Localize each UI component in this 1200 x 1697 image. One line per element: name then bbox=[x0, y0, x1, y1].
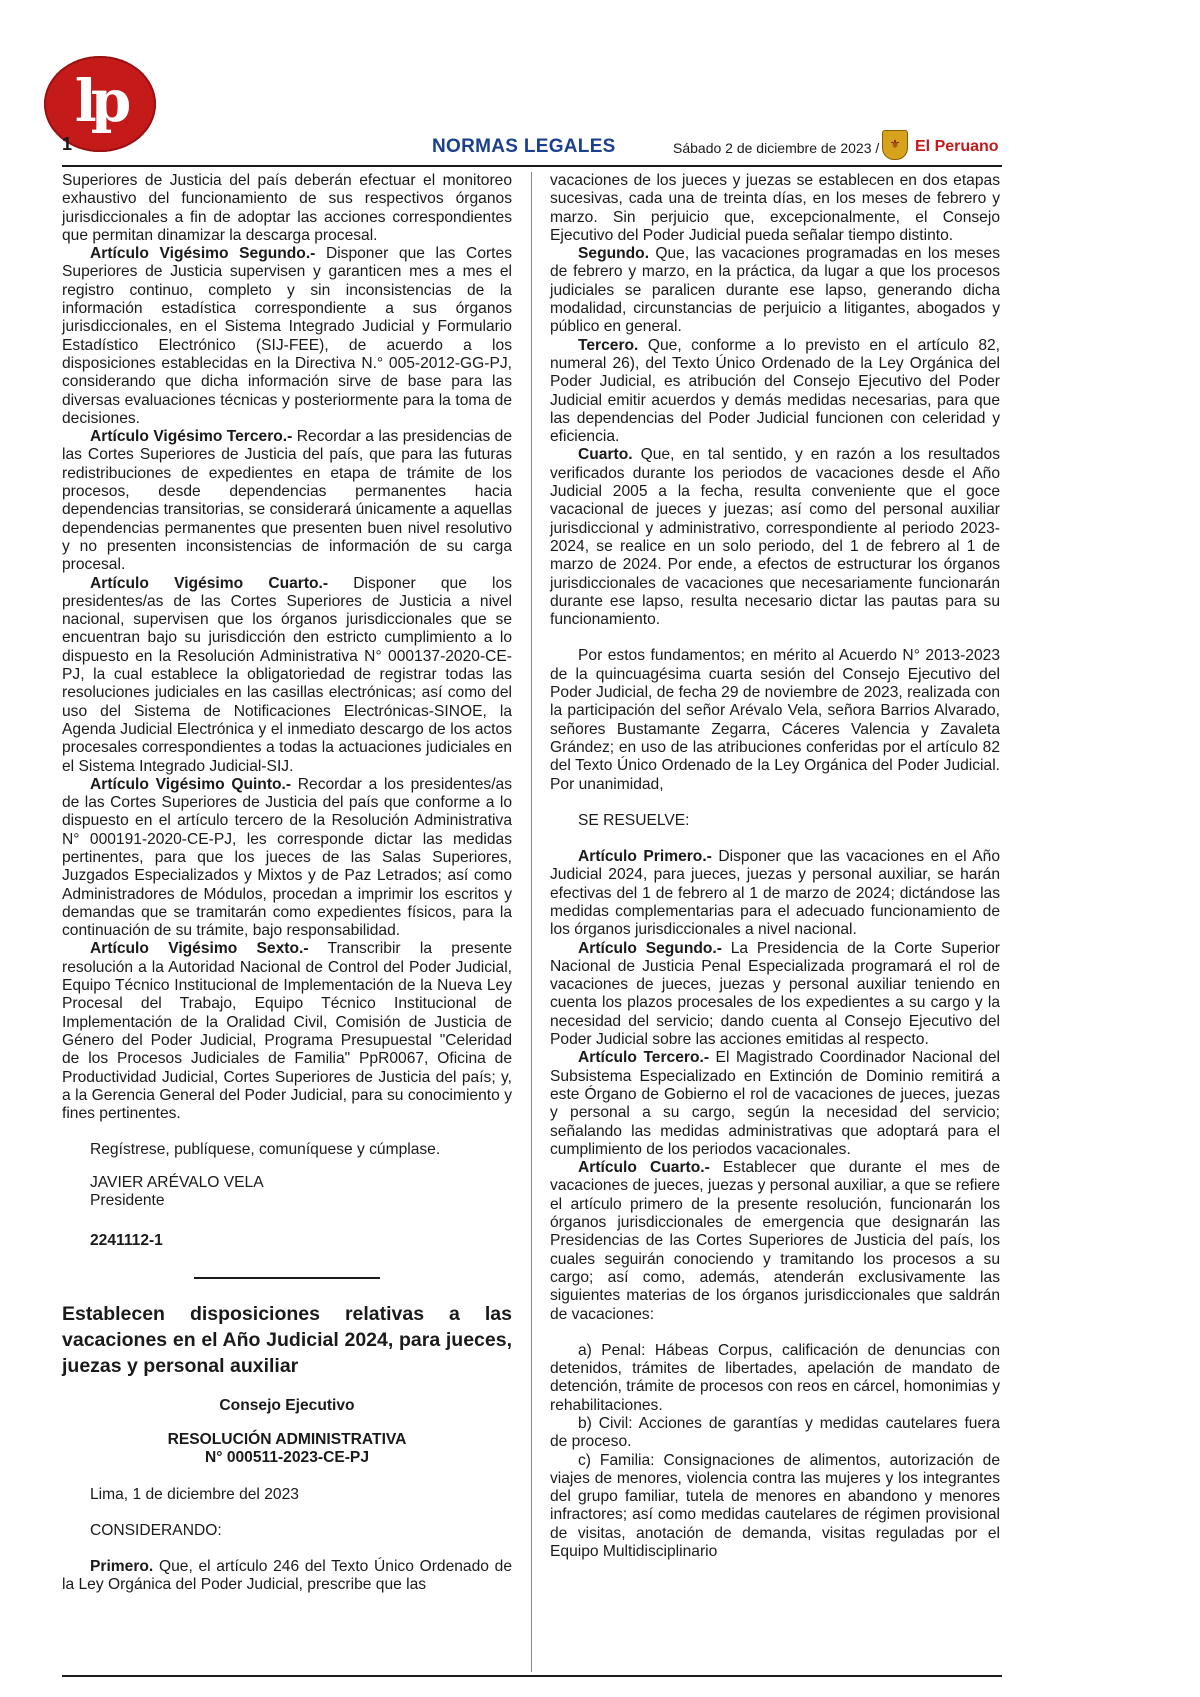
article-heading: Artículo Vigésimo Quinto.- bbox=[90, 775, 292, 793]
place-date: Lima, 1 de diciembre del 2023 bbox=[90, 1485, 299, 1503]
article-heading: Artículo Vigésimo Tercero.- bbox=[90, 428, 293, 446]
logo-text: lp bbox=[74, 67, 126, 135]
left-column bbox=[62, 172, 512, 1595]
norm-title: Establecen disposiciones relativas a las vacaciones en el Año Judicial 2024, para jueces, juezas y personal auxiliar bbox=[62, 1302, 512, 1377]
article-3 bbox=[550, 1049, 1000, 1159]
right-column bbox=[550, 172, 1000, 1561]
article-text: Disponer que los presidentes/as de las Cortes Superiores de Justicia a nivel nacional, supervisen que los órganos jurisdiccionales que se encuentran bajo su jurisdicción den estricto cumplimiento a lo dispuesto en la Resolución Administrativa N° 000137-2020-CE-PJ, la cual establece la obligatoriedad de registrar todas las resoluciones judiciales en las casillas electrónicas; así como del uso del Sistema de Notificaciones Electrónicas-SINOE, la Agenda Judicial Electrónica y el inmediato descargo de los actos procesales correspondientes a todas la actuaciones judiciales en el Sistema Integrado Judicial-SIJ. bbox=[62, 574, 512, 775]
paragraph-heading: Tercero. bbox=[578, 336, 639, 354]
list-item-a: a) Penal: Hábeas Corpus, calificación de denuncias con detenidos, trámites de libertades, apelación de mandato de detención, trámite de procesos con reos en cárcel, homonimias y rehabilitaciones. bbox=[550, 1341, 1000, 1414]
article-text: Recordar a los presidentes/as de las Cortes Superiores de Justicia del país que conforme a lo dispuesto en el artículo tercero de la Resolución Administrativa N° 000191-2020-CE-PJ, les corresponde dictar las medidas pertinentes, para que los jueces de las Salas Superiores, Juzgados Especializados y Mixtos y de Paz Letrados; así como Administradores de Módulos, procedan a imprimir los escritos y demandas que se tramitarán como expedientes físicos, para la continuación de su trámite, bajo responsabilidad. bbox=[62, 775, 512, 940]
page-number: 1 bbox=[62, 134, 73, 154]
considerando-tercero bbox=[550, 337, 1000, 447]
paragraph-heading: Cuarto. bbox=[578, 446, 633, 464]
list-item-c: c) Familia: Consignaciones de alimentos, autorización de viajes de menores, violencia contra las mujeres y los integrantes del grupo familiar, tutela de menores en abandono y menores infractores; así como medidas cautelares de régimen provisional de visitas, anotación de demanda, visitas reguladas por el Equipo Multidisciplinario bbox=[550, 1451, 1000, 1561]
article-text: El Magistrado Coordinador Nacional del Subsistema Especializado en Extinción de Dominio remitirá a este Órgano de Gobierno el rol de vacaciones de jueces, juezas y personal a su cargo, según la necesidad del servicio; señalando las medidas administrativas que adoptará para el cumplimiento de los periodos vacacionales. bbox=[550, 1049, 1000, 1158]
article-text: La Presidencia de la Corte Superior Nacional de Justicia Penal Especializada programará el rol de vacaciones de jueces, juezas y personal auxiliar teniendo en cuenta los plazos procesales de los expedientes a su cargo y la necesidad del servicio; dando cuenta al Consejo Ejecutivo del Poder Judicial sobre las acciones emitidas al respecto. bbox=[550, 939, 1001, 1049]
article-heading: Artículo Vigésimo Sexto.- bbox=[90, 940, 309, 958]
fundamentos: Por estos fundamentos; en mérito al Acuerdo N° 2013-2023 de la quincuagésima cuarta sesión del Consejo Ejecutivo del Poder Judicial, de fecha 29 de noviembre de 2023, realizada con la participación del señor Arévalo Vela, señora Barrios Alvarado, señores Bustamante Zegarra, Cáceres Valencia y Zavaleta Grández; en uso de las atribuciones conferidas por el artículo 82 del Texto Único Ordenado de la Ley Orgánica del Poder Judicial. Por unanimidad, bbox=[550, 647, 1000, 793]
header-rule bbox=[62, 165, 1002, 167]
footer-rule bbox=[62, 1675, 1002, 1677]
paragraph-heading: Primero. bbox=[90, 1558, 154, 1576]
coat-of-arms-icon: ⚜ bbox=[882, 130, 908, 160]
paragraph-text: Que, conforme a lo previsto en el artículo 82, numeral 26), del Texto Único Ordenado de la Ley Orgánica del Poder Judicial, es atribución del Consejo Ejecutivo del Poder Judicial emitir acuerdos y demás medidas necesarias, para que las dependencias del Poder Judicial funcionen con celeridad y eficiencia. bbox=[550, 336, 1000, 446]
article-heading: Artículo Cuarto.- bbox=[578, 1159, 710, 1177]
list-item-b: b) Civil: Acciones de garantías y medidas cautelares fuera de proceso. bbox=[550, 1415, 1000, 1451]
article-4 bbox=[550, 1159, 1000, 1324]
separator-rule bbox=[194, 1277, 380, 1279]
paragraph: Superiores de Justicia del país deberán efectuar el monitoreo exhaustivo del funcionamiento de sus respectivos órganos jurisdiccionales a fin de adoptar las acciones correspondientes que permitan dinamizar la descarga procesal. bbox=[62, 172, 512, 244]
article-23 bbox=[62, 428, 512, 574]
article-heading: Artículo Segundo.- bbox=[578, 939, 722, 957]
paragraph-heading: Segundo. bbox=[578, 245, 650, 263]
article-text: Recordar a las presidencias de las Cortes Superiores de Justicia del país, que para las futuras redistribuciones de expedientes en etapa de trámite de los procesos, desde dependencias permanentes hacia dependencias transitorias, se considerará únicamente a aquellas dependencias permanentes que presenten buen nivel resolutivo y no presenten inconsistencias de información de su carga procesal. bbox=[62, 428, 512, 574]
article-text: Transcribir la presente resolución a la Autoridad Nacional de Control del Poder Judicial, Equipo Técnico Institucional de Implementación de la Nueva Ley Procesal del Trabajo, Equipo Técnico Institucional de Implementación de la Oralidad Civil, Comisión de Justicia de Género del Poder Judicial, Programa Presupuestal "Celeridad de los Procesos Judiciales de Familia" PpR0067, Oficina de Productividad Judicial, Cortes Superiores de Justicia del país; y, a la Gerencia General del Poder Judicial, para su conocimiento y fines pertinentes. bbox=[62, 940, 512, 1123]
article-24 bbox=[62, 575, 512, 776]
page-header bbox=[62, 126, 1002, 166]
considerando-cuarto bbox=[550, 446, 1000, 629]
article-text: Disponer que las Cortes Superiores de Justicia supervisen y garanticen mes a mes el registro continuo, completo y sin inconsistencias de la información estadística correspondiente a sus órganos jurisdiccionales, en el Sistema Integrado Judicial y Formulario Estadístico Electrónico (SIJ-FEE), de acuerdo a los disposiciones establecidas en la Directiva N.° 005-2012-GG-PJ, considerando que dicha información sirve de base para las diversas evaluaciones técnicas y posteriormente para la toma de decisiones. bbox=[62, 245, 512, 427]
resolution-number: N° 000511-2023-CE-PJ bbox=[204, 1449, 369, 1467]
se-resuelve: SE RESUELVE: bbox=[578, 811, 690, 829]
article-heading: Artículo Tercero.- bbox=[578, 1049, 710, 1067]
article-text: Disponer que las vacaciones en el Año Judicial 2024, para jueces, juezas y personal auxiliar, se harán efectivas del 1 de febrero al 1 de marzo de 2024; dictándose las medidas complementarias para el adecuado funcionamiento de los órganos jurisdiccionales a nivel nacional. bbox=[550, 848, 1000, 939]
paragraph-text: Que, el artículo 246 del Texto Único Ordenado de la Ley Orgánica del Poder Judicial, prescribe que las bbox=[62, 1558, 512, 1594]
article-heading: Artículo Primero.- bbox=[578, 848, 712, 866]
signer-name: JAVIER ARÉVALO VELA bbox=[90, 1173, 264, 1191]
issuer: Consejo Ejecutivo bbox=[219, 1396, 355, 1414]
article-22 bbox=[62, 245, 512, 428]
article-26 bbox=[62, 940, 512, 1123]
article-heading: Artículo Vigésimo Segundo.- bbox=[90, 245, 316, 263]
article-heading: Artículo Vigésimo Cuarto.- bbox=[90, 574, 329, 592]
document-code: 2241112-1 bbox=[90, 1232, 163, 1250]
resolution-type: RESOLUCIÓN ADMINISTRATIVA bbox=[167, 1430, 407, 1448]
newspaper-name: El Peruano bbox=[915, 138, 999, 155]
article-text: Establecer que durante el mes de vacaciones de jueces, juezas y personal auxiliar, a que se refiere el artículo primero de la presente resolución, funcionarán los órganos jurisdiccionales de emergencia que designarán las Presidencias de las Cortes Superiores de Justicia del país, los cuales seguirán conociendo y tramitando los procesos a su cargo; así como, además, atenderán exclusivamente las siguientes materias de los órganos jurisdiccionales que saldrán de vacaciones: bbox=[550, 1159, 1000, 1323]
article-25 bbox=[62, 776, 512, 941]
considerando-segundo bbox=[550, 245, 1000, 336]
considerando-primero bbox=[62, 1558, 512, 1595]
article-1 bbox=[550, 848, 1000, 939]
considerando-label: CONSIDERANDO: bbox=[90, 1521, 222, 1539]
closing-formula: Regístrese, publíquese, comuníquese y cúmplase. bbox=[90, 1141, 441, 1159]
signer-role: Presidente bbox=[90, 1192, 165, 1210]
paragraph: vacaciones de los jueces y juezas se establecen en dos etapas sucesivas, cada una de treinta días, en los meses de febrero y marzo. Sin perjuicio que, excepcionalmente, el Consejo Ejecutivo del Poder Judicial pueda señalar tiempo distinto. bbox=[550, 172, 1000, 244]
publication-date: Sábado 2 de diciembre de 2023 / bbox=[673, 140, 880, 156]
column-divider bbox=[531, 172, 532, 1672]
paragraph-text: Que, las vacaciones programadas en los meses de febrero y marzo, en la práctica, da lugar a que los procesos judiciales se paralicen durante ese lapso, generando dicha modalidad, circunstancias de perjuicio a litigantes, abogados y público en general. bbox=[550, 245, 1000, 336]
paragraph-text: Que, en tal sentido, y en razón a los resultados verificados durante los periodos de vacaciones desde el Año Judicial 2005 a la fecha, resulta conveniente que el goce vacacional de jueces y juezas; así como del personal auxiliar jurisdiccional y administrativo, correspondiente al periodo 2023-2024, se realice en un solo periodo, del 1 de febrero al 1 de marzo de 2024. Por ende, a efectos de estructurar los órganos jurisdiccionales de vacaciones que necesariamente funcionarán durante ese lapso, resulta necesario dictar las pautas para su funcionamiento. bbox=[550, 446, 1000, 629]
section-title: NORMAS LEGALES bbox=[432, 136, 616, 157]
article-2 bbox=[550, 940, 1000, 1050]
